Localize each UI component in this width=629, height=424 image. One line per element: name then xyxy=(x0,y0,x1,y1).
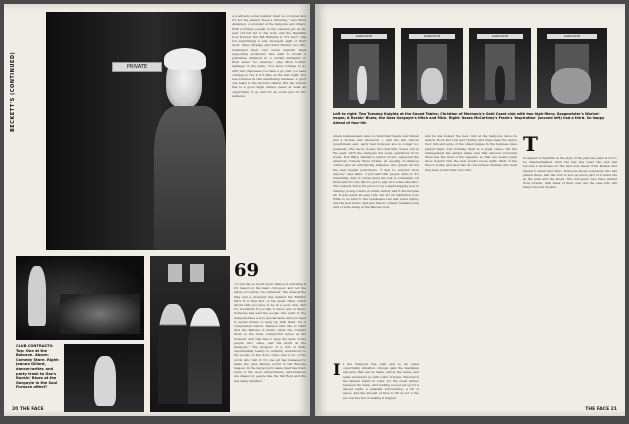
club-contrasts-caption: CLUB CONTRASTS: Top: One at the Batcave. Above: Comedy Store. Right: Joanna Gillard, dancer/writer, and party trash to Gaz's Rockin' Blues at the Gargoyle in the Soul Furnace affect? xyxy=(16,344,60,390)
left-page xyxy=(4,4,310,416)
doorway-photo-1 xyxy=(333,28,395,108)
batcave-photo xyxy=(16,256,144,340)
woman-figure xyxy=(188,308,222,404)
doorway-photo-2 xyxy=(401,28,463,108)
crowd-figure xyxy=(60,294,140,334)
drop-letter-t: T xyxy=(523,132,538,156)
dancer-figure xyxy=(94,356,116,406)
section-label: BECKETT'S (CONTINUED) xyxy=(10,51,16,132)
doorway-photo-4 xyxy=(537,28,607,108)
col3-text: he impact of nightlife on the style of the past ten years is not to be underestimated. Over the last few years the club has become a showcase for the best new talent, from fashion and design to music and video. Everyone knows somebody who has played there, and the club is now as much part of London life as the pubs and the shops. The club-goers who have started from scratch, with ideas of their own, are the ones who will shape the next decade. xyxy=(523,156,617,190)
doorway-photo-3 xyxy=(469,28,531,108)
left-body-column-top xyxy=(232,14,306,258)
middle-body-text: where businessmen came to climb their heads over dinner and a license and whenever — and the last Labour government said, party had homosex are no longer too homeless. The decor closed, the Churchill closed, but in the early 1979 the Gargoyle did some operations in its scene. Don Ware, himself a cannot crowd, suspected the American Comedy Store format, an evening of stand-up comics plus an unforgiving audience who greets all but the best laughs performers. "I had no solicitor from anyone," says Ware. "I just said that people came so it's something. And of course there are lots of comedians out there and it's very hard to get to play at a venue like this." The Comedy Store did prove to be a stand-staging post to winning young comics of subtle variety, and it did surprise all. It was never an easy ride, but it's an institution now. What to be kind to the Landscape Lab and Lewd Ogilvy, and the new music, and jazz fusion, comedy remains a big part of a life being at the Batcave now. xyxy=(333,134,419,210)
right-middle-column xyxy=(333,134,419,358)
gargoyle-sign-3: GARGOYLE xyxy=(477,34,523,39)
performer-figure xyxy=(28,266,46,326)
man-figure xyxy=(158,304,188,404)
person-figure-3 xyxy=(495,66,505,104)
comedy-store-photo xyxy=(64,344,144,412)
body-figure xyxy=(154,106,226,250)
left-body-text: A positively social register must be occupied and it's not the easiest "keep a following," says Ruud Anderson, co-founder of the Gargoyle and others. With a format popular at the Camden pit, at 20-year old but far to the Soul, and the Beautiful Soul Forever. But Bill Richards is "it's fun?", this not surprisingly a very strongest sight of their work. Steve Strange and Peter Hunter, two who dominated their own social register, their supporting promoters who wish to invent a guarantee ambition in. A certain ambiguity to their stand "no chances," says Mick Collins, manager of the team. "You need courage to go with who impresses you have a go. And you need courage to run it if it fails on the first night. You lose fortunes in this advertising business. A good one really is the Grovel's sibling. But the bottom line is a good night always needs at least an opportunity to go and it's an event just for the audience. xyxy=(232,14,306,98)
poster-figure-2 xyxy=(190,264,204,282)
person-figure-2 xyxy=(421,68,443,104)
photo-strip-caption: Left to right: Two Tuesday Knights at the Sound Tables; Christian of Mechanic's Gold Coast club with two high-fliers; Gazgmeister's Warhol-esque; A Rockin' Blues; the Gazz Gargoyle's Hitch and Mick. Right: Gazza McCartney's Frank's 'Inspiration' (second left) had a third. So happy Ahead of four-hit. xyxy=(333,112,605,125)
portrait-photo xyxy=(46,12,226,250)
gargoyle-sign-4: GARGOYLE xyxy=(547,34,597,39)
left-footer: 20 THE FACE xyxy=(12,407,44,412)
left-lower-text: "A club has so much more chance of surviving if it's based on the basic club-goer, and not the whole of London," he continues. "We came at the Wag and a promoter has defined the Rhythm Yard. It is that fact, or the great clubs, which shows that you have to be in a good club. And it's wonderful if you like to know who is there. Someone has said the people who went to the Gargoyle have a very special taste, and you need to spend money to keep up with them. It's a complicated nature. Batcave fans like to think that the Batcave is theirs, while the Comedy Store is the most overground venue at the moment. And that has to keep the taste of the people who came, and the night at the Gargoyle." The prospect of a club of dark, experimental beauty is certainly well-known to the people of the Soho clubs, and a lot of the world who visit it. No one yet has managed to make the pure fantasy world of the Batcave happen. In the Gargoyle by name itself has tried, some of the most extraordinary performances are staged by people like the Tall Boys and the Sex Gang Children. xyxy=(234,282,306,383)
private-sign: PRIVATE xyxy=(112,62,162,72)
left-body-column-bottom xyxy=(234,282,306,408)
drop-number: 69 xyxy=(234,260,260,281)
right-col3 xyxy=(523,156,617,408)
col2-text: and he has hosted the new club at the Gargoyle since its launch. Rock and soul and rhythm and blues keep the dance floor full and some of the oldest names in the business have played there. The building itself is a great venue, but the management has always made sure that whoever promotes there has the trust of the regulars, so that one week's punk show doesn't ruin the next week's revue night. Most of the time it works, and each has its own unique clientele who feels they have found their own club. xyxy=(425,134,517,172)
right-col1-lower xyxy=(343,362,419,408)
right-footer: THE FACE 21 xyxy=(585,407,617,412)
person-figure-1 xyxy=(357,66,367,104)
gargoyle-sign-1: GARGOYLE xyxy=(341,34,387,39)
hair-figure xyxy=(164,48,206,70)
gargoyle-couple-photo xyxy=(150,256,230,412)
right-page xyxy=(315,4,625,416)
person-figure-4 xyxy=(551,68,591,104)
gargoyle-sign-2: GARGOYLE xyxy=(409,34,455,39)
poster-figure xyxy=(168,264,182,282)
col1-text: f the Gargoyle has cash and so an equal opportunity situation. Groups gain the maximum exposure that can be made, and at the venue, and many promoters go with a mix of styles. The best is the fashion music in town, for the usual winter, between the dates. And nothing is ever set up for a decent night, a pleasant surrounding, a bit of space, and the amount of time to fill up for a live act, but the fun of making it happen. xyxy=(343,362,419,400)
right-col2 xyxy=(425,134,517,408)
drop-letter-i: I xyxy=(333,360,341,379)
